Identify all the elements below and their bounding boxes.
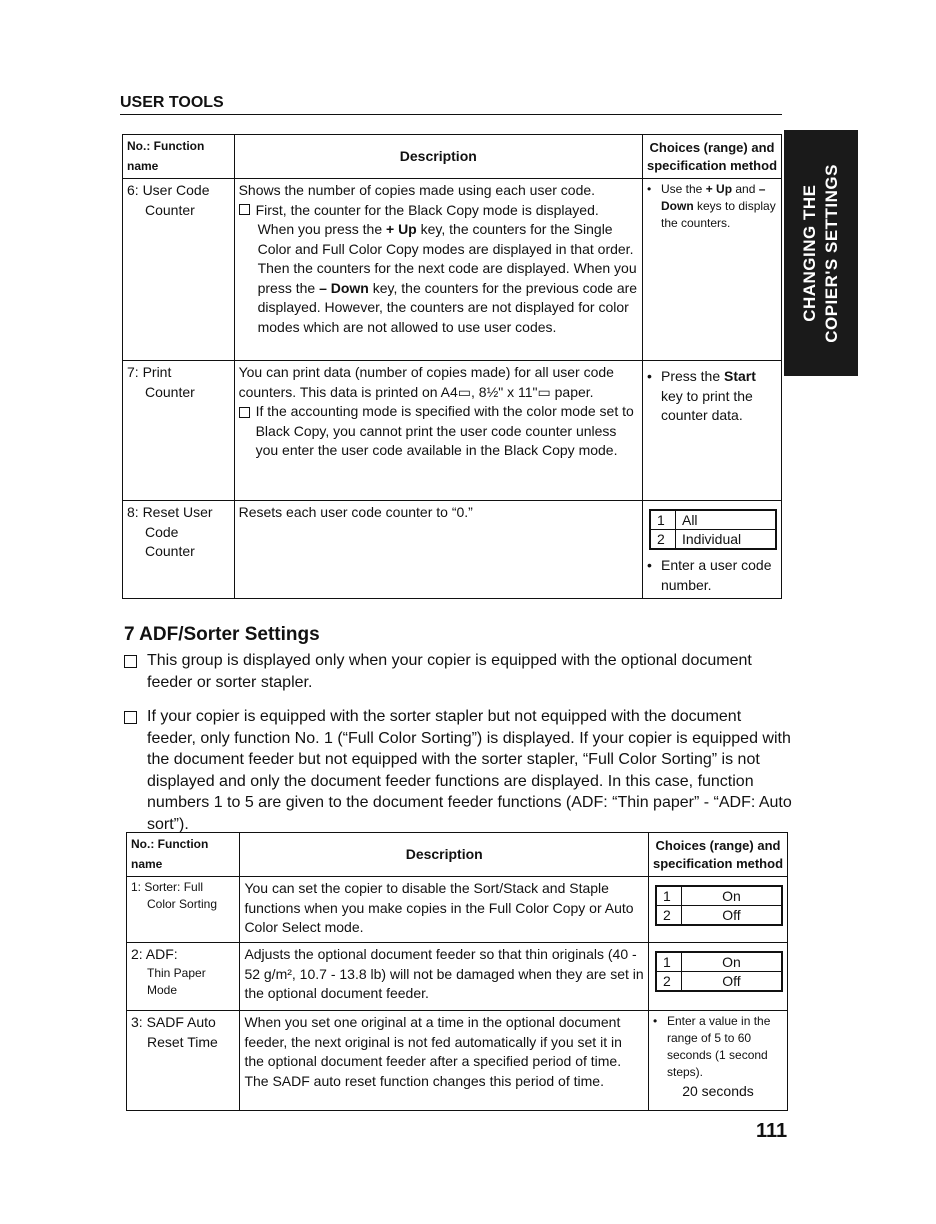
option-row <box>656 886 782 906</box>
note-text: key, the counters for the previous code are displayed. However, the counters are not displayed for color modes which are not allowed to use user codes. <box>257 279 638 335</box>
function-name-cont: Counter <box>145 543 195 559</box>
option-value: Off <box>681 972 782 992</box>
header-function-name: No.: Function name <box>123 135 235 179</box>
function-name: 6: User Code <box>127 182 210 198</box>
table-header-row <box>123 135 782 179</box>
header-choices: Choices (range) and specification method <box>648 833 787 877</box>
function-name-cont: Reset Time <box>147 1033 218 1050</box>
page-number: 111 <box>756 1120 788 1142</box>
choice-text: key to print the counter data. <box>660 387 753 423</box>
function-name: 2: ADF: <box>131 946 178 962</box>
option-value: Individual <box>675 530 776 550</box>
note-paragraph <box>124 650 794 693</box>
note-text: When you press the <box>257 221 383 237</box>
side-tab-line1: CHANGING THE <box>800 184 819 322</box>
down-key-label: – Down <box>319 279 369 296</box>
choices-cell <box>642 361 781 501</box>
paragraph-text: If your copier is equipped with the sorter stapler but not equipped with the document feeder, only function No. 1 (“Full Color Sorting”) is displayed. If your copier is equipped with the document feeder but not equipped with the sorter stapler, “Full Color Sorting” is not displayed and only the document feeder functions are displayed. In this case, function numbers 1 to 5 are given to the document feeder functions (ADF: “Thin paper” - “ADF: Auto sort”). <box>147 708 792 833</box>
function-name-cont: Mode <box>147 982 178 997</box>
description-cell <box>240 877 649 943</box>
up-key-label: + Up <box>386 221 417 237</box>
choice-text: Press the <box>660 368 721 384</box>
option-number: 1 <box>656 952 682 972</box>
adf-sorter-functions-table <box>126 832 788 1111</box>
function-name-cell <box>123 179 235 361</box>
description-text: Resets each user code counter to “0.” <box>238 504 473 520</box>
function-name-cell <box>127 877 240 943</box>
choice-text: and <box>735 182 756 196</box>
option-value: All <box>675 510 776 530</box>
note-box-icon <box>124 711 137 724</box>
option-row <box>656 952 782 972</box>
section-side-tab <box>784 130 858 376</box>
table-row <box>127 1011 788 1111</box>
running-header: USER TOOLS <box>120 94 782 115</box>
function-name-cont: Code <box>145 523 179 540</box>
options-table <box>655 951 783 992</box>
description-text: Adjusts the optional document feeder so that thin originals (40 - 52 g/m², 10.7 - 13.8 lb) will not be damaged when they are set in the optional document feeder. <box>244 946 644 1001</box>
option-number: 2 <box>656 972 682 992</box>
header-choices: Choices (range) and specification method <box>642 135 781 179</box>
option-row <box>656 972 782 992</box>
description-cell <box>240 943 649 1011</box>
section-title: 7 ADF/Sorter Settings <box>124 624 320 645</box>
note-text: If the accounting mode is specified with the color mode set to Black Copy, you cannot print the user code counter unless you enter the user code available in the Black Copy mode. <box>255 403 634 458</box>
option-value: On <box>681 952 782 972</box>
bullet-icon: • <box>646 182 652 196</box>
choices-cell <box>642 501 781 599</box>
description-text: When you set one original at a time in the optional document feeder, the next original is not fed automatically if you set it in the optional document feeder after a specified period of time. The SADF auto reset function changes this period of time. <box>244 1014 622 1089</box>
note-paragraph <box>124 706 794 835</box>
choice-text: Use the <box>660 182 703 196</box>
function-name-cell <box>127 943 240 1011</box>
note-box-icon <box>239 407 250 418</box>
options-table <box>649 509 777 550</box>
option-number: 2 <box>656 906 682 926</box>
table-row <box>127 943 788 1011</box>
function-name-cell <box>127 1011 240 1111</box>
option-number: 1 <box>650 510 676 530</box>
note-text: key, the counters for the Single Color and Full Color Copy modes are displayed in that order. Then the counters for the next code are displayed. When you press the <box>257 221 637 296</box>
start-key-label: Start <box>724 368 756 384</box>
function-name-cont: Thin Paper <box>147 965 206 980</box>
description-cell <box>234 501 642 599</box>
option-number: 1 <box>656 886 682 906</box>
down-key-label: – Down <box>660 182 766 213</box>
note-box-icon <box>124 655 137 668</box>
description-cell <box>234 179 642 361</box>
description-cell <box>234 361 642 501</box>
option-row <box>650 530 776 550</box>
function-name-cont: Counter <box>145 201 195 218</box>
table-row <box>123 179 782 361</box>
default-value: 20 seconds <box>682 1083 754 1099</box>
function-name: 8: Reset User <box>127 504 213 520</box>
bullet-icon: • <box>646 557 652 573</box>
bullet-icon: • <box>646 368 652 384</box>
function-name: 3: SADF Auto <box>131 1014 216 1030</box>
option-number: 2 <box>650 530 676 550</box>
header-description: Description <box>234 135 642 179</box>
header-description: Description <box>240 833 649 877</box>
bullet-icon: • <box>652 1014 658 1028</box>
choice-text: Enter a value in the range of 5 to 60 seconds (1 second steps). <box>666 1014 771 1079</box>
user-code-functions-table <box>122 134 782 599</box>
option-row <box>656 906 782 926</box>
description-text: You can print data (number of copies made) for all user code counters. This data is printed on A4▭, 8½" x 11"▭ paper. <box>238 364 614 400</box>
side-tab-line2: COPIER'S SETTINGS <box>822 163 841 343</box>
note-box-icon <box>239 204 250 215</box>
note-text: First, the counter for the Black Copy mode is displayed. <box>255 201 599 218</box>
header-function-name: No.: Function name <box>127 833 240 877</box>
description-cell <box>240 1011 649 1111</box>
description-text: Shows the number of copies made using each user code. <box>238 182 596 198</box>
choice-text: keys to display the counters. <box>660 199 776 230</box>
function-name-cont: Color Sorting <box>147 897 218 911</box>
options-table <box>655 885 783 926</box>
choices-cell <box>648 1011 787 1111</box>
function-name-cell <box>123 501 235 599</box>
choices-cell <box>642 179 781 361</box>
function-name-cont: Counter <box>145 383 195 400</box>
table-header-row <box>127 833 788 877</box>
option-value: On <box>681 886 782 906</box>
choices-cell <box>648 877 787 943</box>
option-value: Off <box>681 906 782 926</box>
table-row <box>123 501 782 599</box>
table-row <box>127 877 788 943</box>
up-key-label: + Up <box>705 182 733 196</box>
description-text: You can set the copier to disable the Sort/Stack and Staple functions when you make copies in the Full Color Copy or Auto Color Select mode. <box>244 880 634 935</box>
option-row <box>650 510 776 530</box>
table-row <box>123 361 782 501</box>
function-name: 1: Sorter: Full <box>131 880 204 894</box>
function-name-cell <box>123 361 235 501</box>
choice-text: Enter a user code number. <box>660 557 772 593</box>
choices-cell <box>648 943 787 1011</box>
function-name: 7: Print <box>127 364 172 380</box>
paragraph-text: This group is displayed only when your copier is equipped with the optional document feeder or sorter stapler. <box>147 652 752 691</box>
